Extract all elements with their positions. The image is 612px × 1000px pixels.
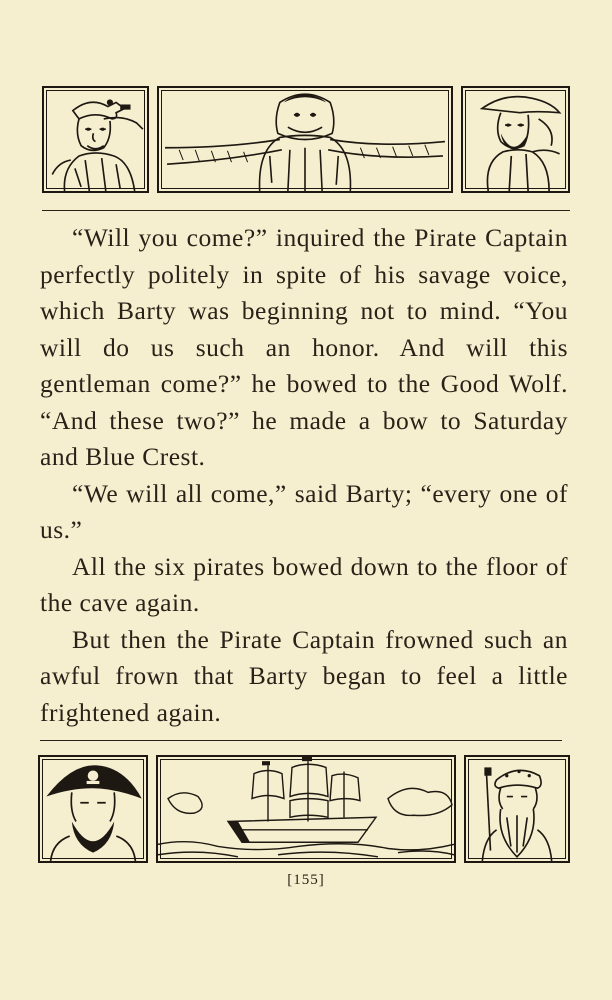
old-bearded-pirate-illustration xyxy=(464,755,570,863)
sailing-ship-illustration xyxy=(156,755,456,863)
pirate-with-headscarf-illustration xyxy=(42,86,149,193)
top-divider-rule xyxy=(42,210,570,211)
top-illustration-strip xyxy=(42,86,570,193)
paragraph-4: But then the Pirate Captain frowned such an awful frown that Barty began to feel a little frightened again. xyxy=(40,624,568,727)
paragraph-1: “Will you come?” inquired the Pirate Captain perfectly politely in spite of his savage voice, which Barty was beginning not to mind. “You will do us such an honor. And will this gentleman come?” he bowed to the Good Wolf. “And these two?” he made a bow to Saturday and Blue Crest. xyxy=(40,223,568,471)
bottom-divider-rule xyxy=(40,740,562,741)
skull-hat-pirate-illustration xyxy=(38,755,148,863)
grinning-ape-illustration xyxy=(157,86,453,193)
story-text xyxy=(40,220,568,731)
bottom-illustration-strip xyxy=(38,755,570,863)
paragraph-3: All the six pirates bowed down to the floor of the cave again. xyxy=(40,551,568,617)
bearded-pirate-illustration xyxy=(461,86,570,193)
page-number: [155] xyxy=(287,872,325,888)
paragraph-2: “We will all come,” said Barty; “every one of us.” xyxy=(40,478,568,544)
